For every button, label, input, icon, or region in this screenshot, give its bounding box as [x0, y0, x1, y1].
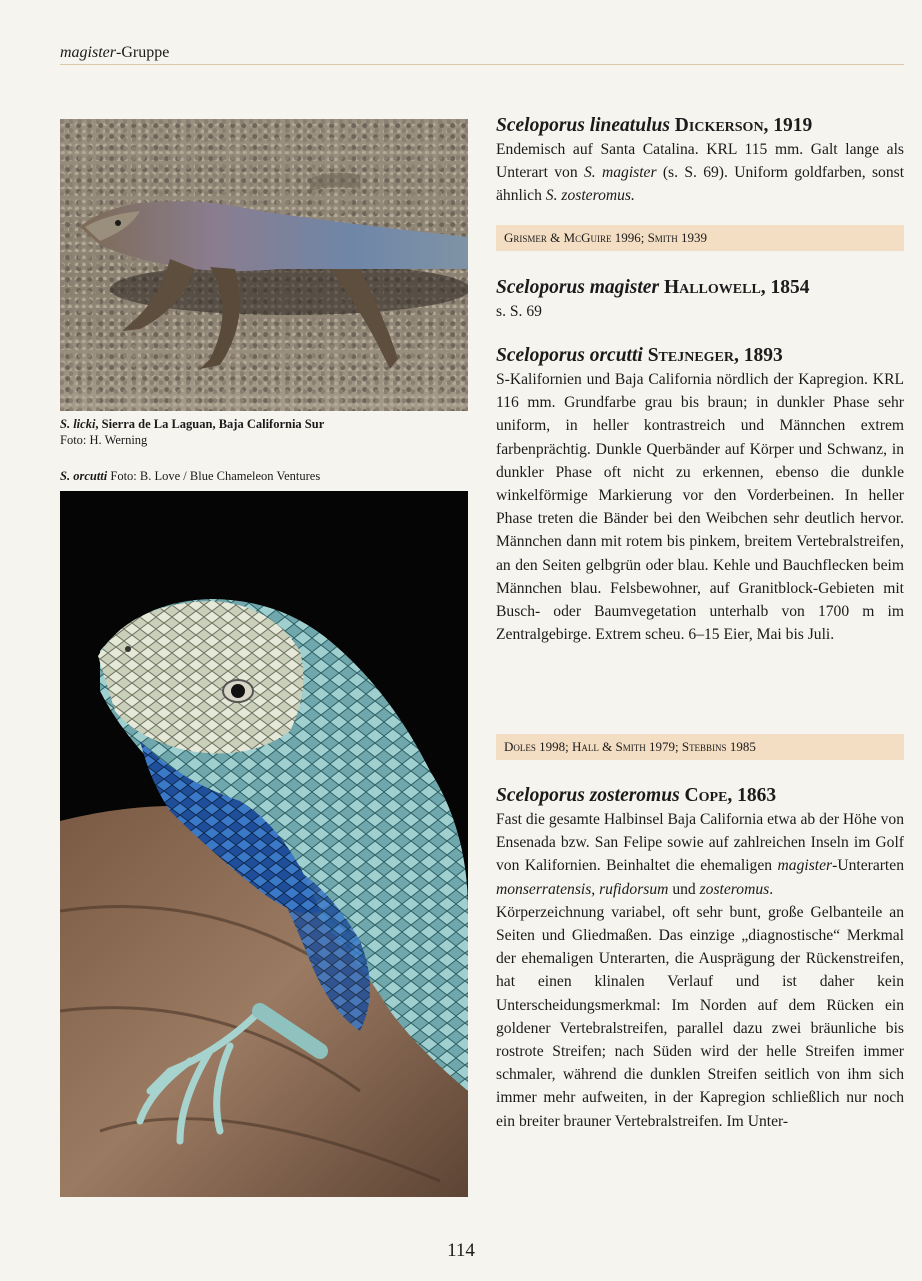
text-italic: S. zosteromus. — [545, 187, 635, 205]
text-part: . — [769, 880, 774, 898]
entry-text-zosteromus-distribution — [496, 808, 904, 901]
text-italic: magister — [777, 857, 833, 875]
species-name: Sceloporus magister — [496, 277, 660, 298]
author-year: Stejneger, 1893 — [647, 345, 783, 366]
lizard-licki-illustration — [60, 119, 468, 411]
author-year: Cope, 1863 — [684, 785, 777, 806]
entry-magister — [496, 276, 904, 323]
text-part: (s. S. 69). Uniform goldfarben, sonst ähnlich — [496, 164, 905, 205]
entry-title-orcutti — [496, 344, 904, 368]
caption-licki — [60, 416, 470, 448]
page-number: 114 — [447, 1240, 475, 1261]
references-orcutti: Doles 1998; Hall & Smith 1979; Stebbins 1985 — [496, 734, 904, 760]
entry-zosteromus — [496, 784, 904, 1133]
running-head-italic: magister — [60, 44, 116, 61]
references-lineatulus: Grismer & McGuire 1996; Smith 1939 — [496, 225, 904, 251]
header-rule — [60, 64, 904, 65]
caption-licki-place: , Sierra de La Laguan, Baja California Sur — [95, 417, 325, 431]
text-italic: zosteromus — [699, 880, 770, 898]
lizard-orcutti-illustration — [60, 491, 468, 1197]
entry-title-lineatulus — [496, 114, 904, 138]
caption-orcutti-photo-credit: Foto: B. Love / Blue Chameleon Ventures — [107, 469, 321, 483]
running-head — [60, 44, 169, 62]
author-year: Dickerson, 1919 — [674, 115, 813, 136]
text-italic: monserratensis, rufidorsum — [496, 880, 669, 898]
caption-licki-species: S. licki — [60, 417, 96, 431]
entry-orcutti — [496, 344, 904, 646]
lizard-photo-orcutti — [60, 491, 468, 1197]
lizard-photo-licki — [60, 119, 468, 411]
entry-text-orcutti: S-Kalifornien und Baja California nördlich der Kapregion. KRL 116 mm. Grundfarbe grau bis braun; in dunkler Phase sehr uniform, in heller kontrastreich und Männchen extrem farbenprächtig. Dunkle Querbänder auf Körper und Schwanz, in dunkler Phase oft nicht zu erkennen, ebenso die dunkle winkelförmige Markierung vor den Vorderbeinen. In heller Phase treten die Bänder bei den Weibchen sehr deutlich hervor. Männchen dann mit rotem bis pinkem, breitem Vertebralstreifen, an den Seiten gelbgrün oder blau. Kehle und Bauchflecken beim Männchen blau. Felsbewohner, auf Granitblock-Gebieten mit Busch- oder Baumvegetation unterhalb von 1700 m im Zentralgebirge. Extrem scheu. 6–15 Eier, Mai bis Juli. — [496, 371, 904, 644]
text-part: -Unterarten — [832, 857, 904, 875]
entry-text-magister: s. S. 69 — [496, 303, 542, 320]
author-year: Hallowell, 1854 — [663, 277, 810, 298]
entry-text-lineatulus — [496, 138, 904, 208]
caption-orcutti-species: S. orcutti — [60, 469, 108, 483]
text-part: Fast die gesamte Halbinsel Baja California etwa ab der Höhe von Ensenada bzw. San Felipe sowie auf zahlreichen Inseln im Golf von Kalifornien. Beinhaltet die ehemaligen — [496, 811, 904, 875]
entry-title-zosteromus — [496, 784, 904, 808]
caption-orcutti — [60, 468, 470, 484]
text-italic: S. magister — [583, 164, 657, 182]
running-head-rest: -Gruppe — [116, 44, 170, 61]
text-part: Endemisch auf Santa Catalina. KRL 115 mm. Galt lange als Unterart von — [496, 141, 904, 182]
entry-title-magister — [496, 276, 904, 300]
species-name: Sceloporus zosteromus — [496, 785, 680, 806]
species-name: Sceloporus orcutti — [496, 345, 643, 366]
species-name: Sceloporus lineatulus — [496, 115, 670, 136]
text-part: und — [668, 880, 700, 898]
entry-lineatulus — [496, 114, 904, 208]
entry-text-zosteromus-description: Körperzeichnung variabel, oft sehr bunt, große Gelbanteile an Seiten und Gliedmaßen. Das einzige „diagnostische“ Merkmal der ehemaligen Unterarten, die Ausprägung der Rückenstreifen, hat einen klinalen Verlauf und ist daher kein Unterscheidungsmerkmal: Im Norden auf dem Rücken ein goldener Vertebralstreifen, parallel dazu zwei bräunliche bis rostrote Streifen; nach Süden wird der helle Streifen immer schmaler, während die dunklen Streifen seitlich von ihm sich immer mehr aufweiten, in der Kapregion schließlich nur noch ein breiter brauner Vertebralstreifen. Im Unter- — [496, 903, 904, 1130]
caption-licki-photo-credit: Foto: H. Werning — [60, 433, 148, 447]
